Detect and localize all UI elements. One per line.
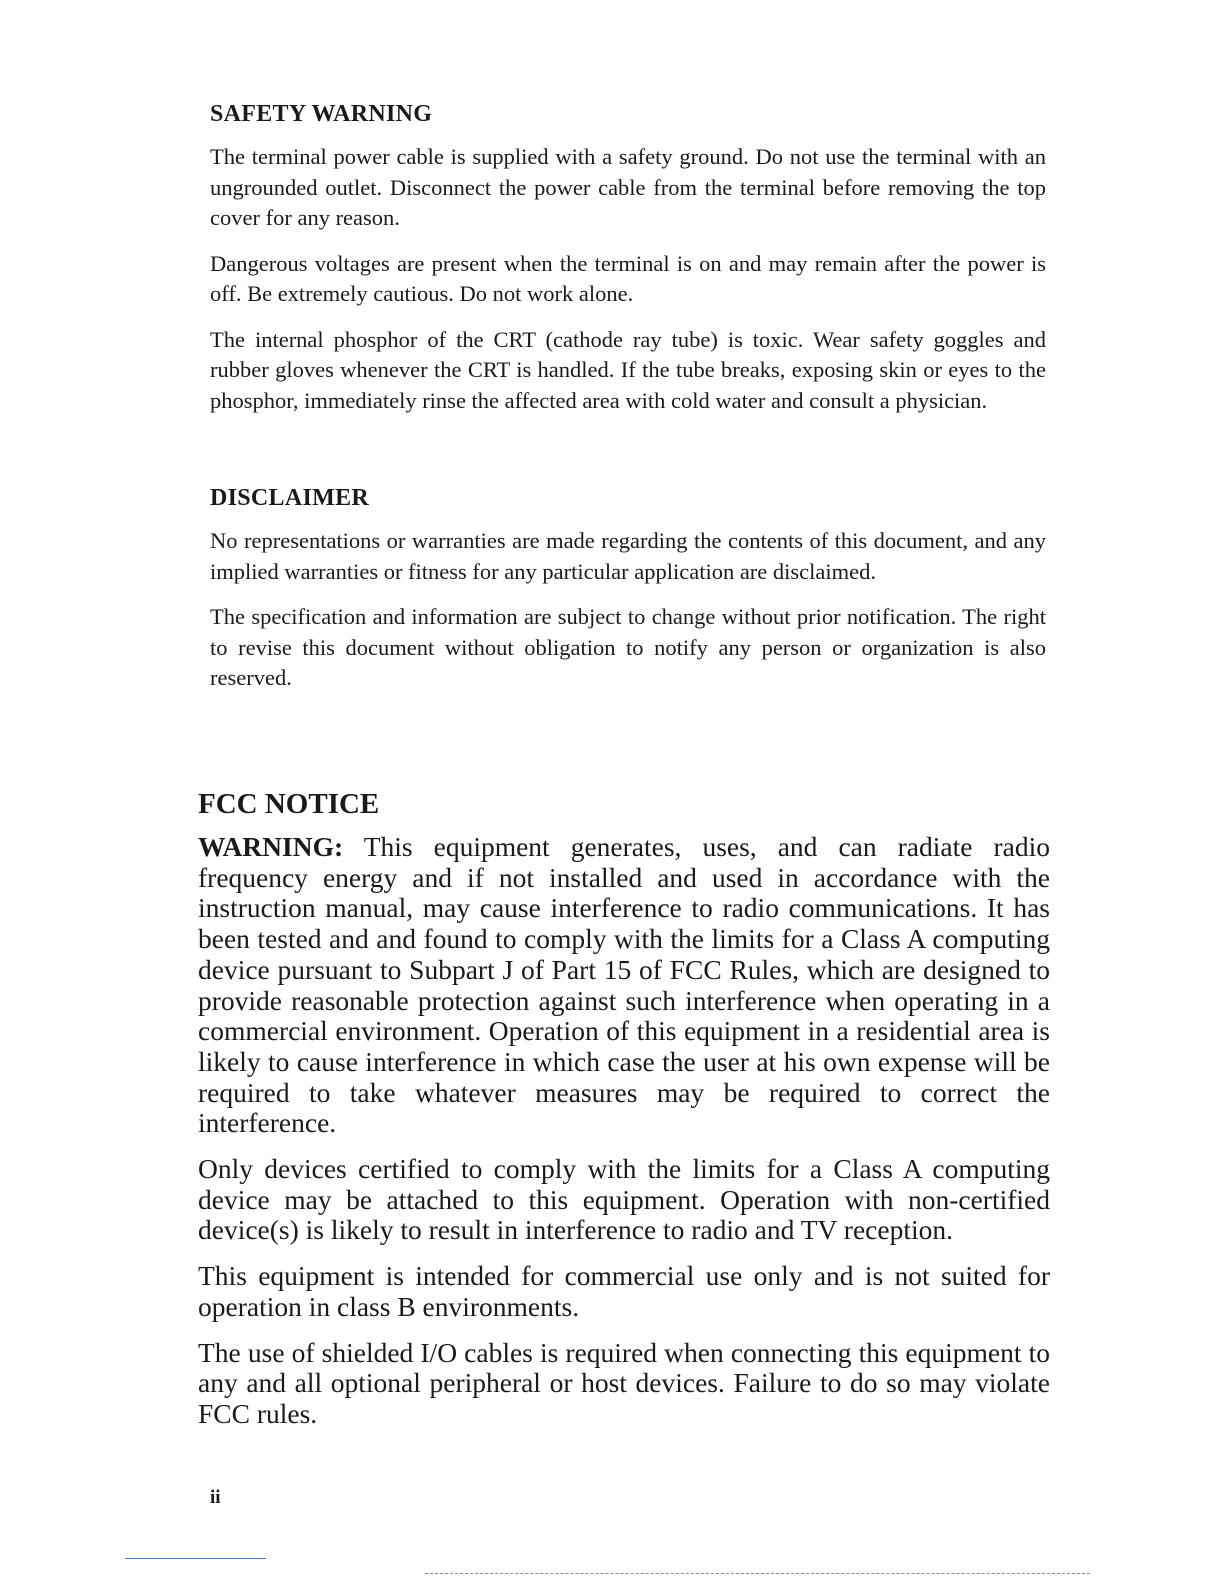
bottom-rule-right (425, 1573, 1090, 1574)
disclaimer-heading: DISCLAIMER (210, 485, 370, 511)
disclaimer-paragraph-specification: The specification and information are subject to change without prior notification. The right to revise this document without obligation to notify any person or organization is also reserved. (210, 604, 1046, 690)
bottom-rule-left (125, 1558, 266, 1559)
fcc-notice-section (198, 786, 1050, 1445)
fcc-paragraph-commercial-use: This equipment is intended for commercial use only and is not suited for operation in class B environments. (198, 1260, 1050, 1322)
fcc-warning-lead: WARNING: (198, 831, 344, 862)
safety-paragraph-voltage: Dangerous voltages are present when the terminal is on and may remain after the power is off. Be extremely cautious. Do not work alone. (210, 250, 1046, 306)
disclaimer-paragraph-warranties: No representations or warranties are made regarding the contents of this document, and any implied warranties or fitness for any particular application are disclaimed. (210, 528, 1046, 584)
safety-paragraph-phosphor: The internal phosphor of the CRT (cathode ray tube) is toxic. Wear safety goggles and rubber gloves whenever the CRT is handled. If the tube breaks, exposing skin or eyes to the phosphor, immediately rinse the affected area with cold water and consult a physician. (210, 326, 1046, 413)
fcc-warning-paragraph (198, 832, 1050, 1139)
fcc-warning-text: This equipment generates, uses, and can radiate radio frequency energy and if not installed and used in accordance with the instruction manual, may cause interference to radio communications. It has been tested and and found to comply with the limits for a Class A computing device pursuant to Subpart J of Part 15 of FCC Rules, which are designed to provide reasonable protection against such interference when operating in a commercial environment. Operation of this equipment in a residential area is likely to cause interference in which case the user at his own expense will be required to take whatever measures may be required to correct the interference. (198, 831, 1050, 1139)
safety-paragraph-ground: The terminal power cable is supplied with a safety ground. Do not use the terminal with an ungrounded outlet. Disconnect the power cable from the terminal before removing the top cover for any reason. (210, 144, 1046, 230)
page-number: ii (210, 1487, 221, 1508)
safety-warning-section (210, 98, 1046, 431)
safety-warning-heading: SAFETY WARNING (210, 101, 433, 127)
fcc-notice-heading: FCC NOTICE (198, 788, 380, 820)
fcc-paragraph-certified-devices: Only devices certified to comply with the limits for a Class A computing device may be attached to this equipment. Operation with non-certified device(s) is likely to result in interference to radio and TV reception. (198, 1153, 1050, 1246)
disclaimer-section (210, 482, 1046, 709)
fcc-paragraph-shielded-cables: The use of shielded I/O cables is required when connecting this equipment to any and all optional peripheral or host devices. Failure to do so may violate FCC rules. (198, 1336, 1050, 1429)
